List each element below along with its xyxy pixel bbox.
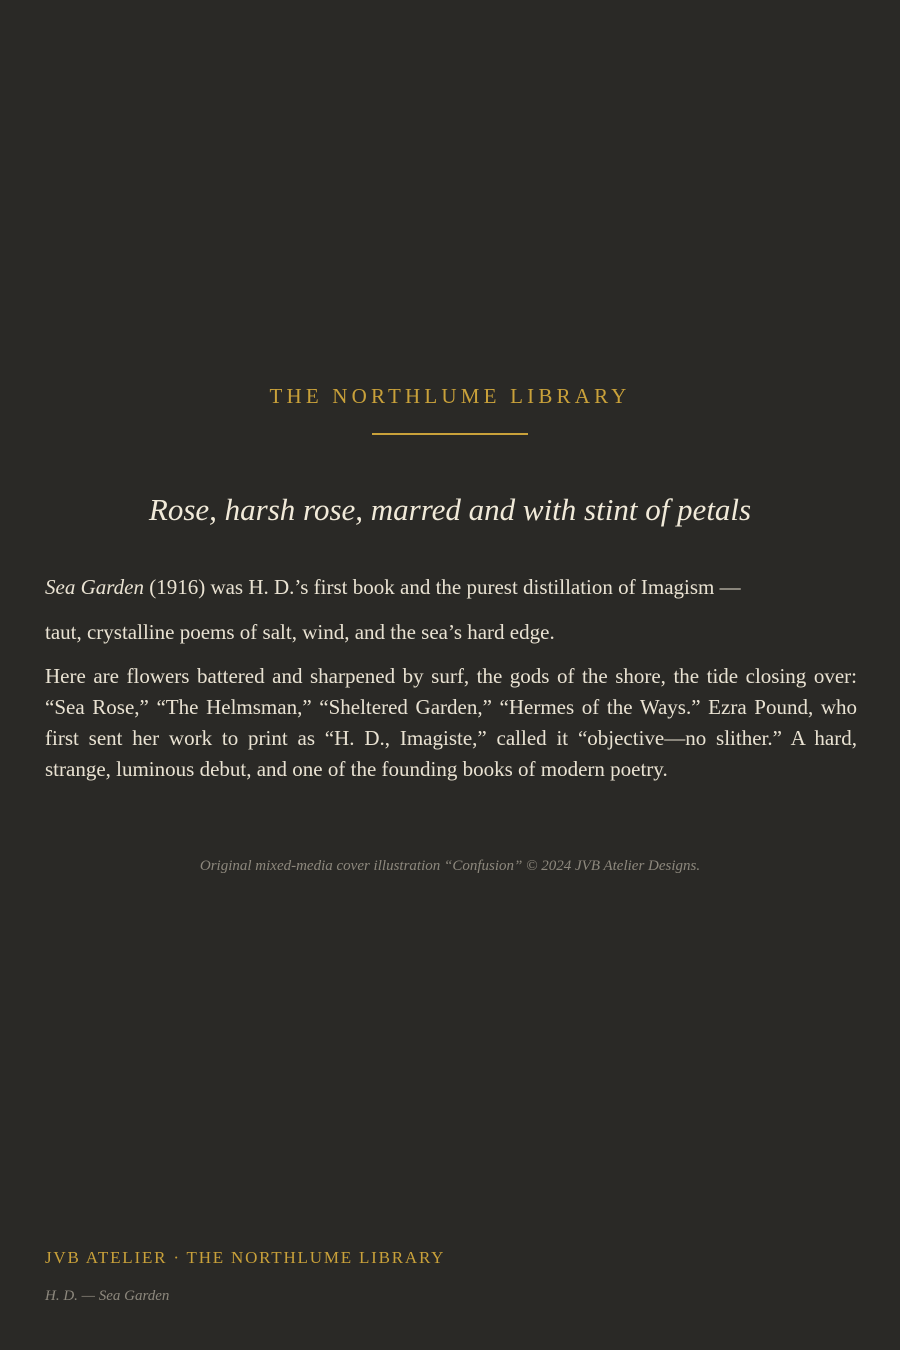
body-paragraph: Here are flowers battered and sharpened by surf, the gods of the shore, the tide closing over: “Sea Rose,” “The Helmsman,” “Sheltered Garden,” “Hermes of the Ways.” Ezra Pound, who first sent her work to print as “H. D., Imagiste,” called it “objective—no slither.” A hard, strange, luminous debut, and one of the founding books of modern poetry. bbox=[45, 664, 857, 781]
intro-line-2: taut, crystalline poems of salt, wind, and the sea’s hard edge. bbox=[45, 620, 555, 644]
series-title: THE NORTHLUME LIBRARY bbox=[269, 384, 631, 408]
epigraph: Rose, harsh rose, marred and with stint of petals bbox=[148, 492, 752, 527]
header-divider bbox=[372, 433, 528, 435]
footer-brand: JVB ATELIER · THE NORTHLUME LIBRARY bbox=[45, 1248, 446, 1267]
footer-subtitle: H. D. — Sea Garden bbox=[45, 1288, 170, 1304]
book-title: Sea Garden bbox=[45, 575, 144, 599]
intro-line-1: (1916) was H. D.’s first book and the purest distillation of Imagism — bbox=[143, 575, 741, 599]
illustration-credit: Original mixed-media cover illustration “Confusion” © 2024 JVB Atelier Designs. bbox=[199, 858, 701, 874]
intro-paragraph bbox=[45, 565, 857, 655]
